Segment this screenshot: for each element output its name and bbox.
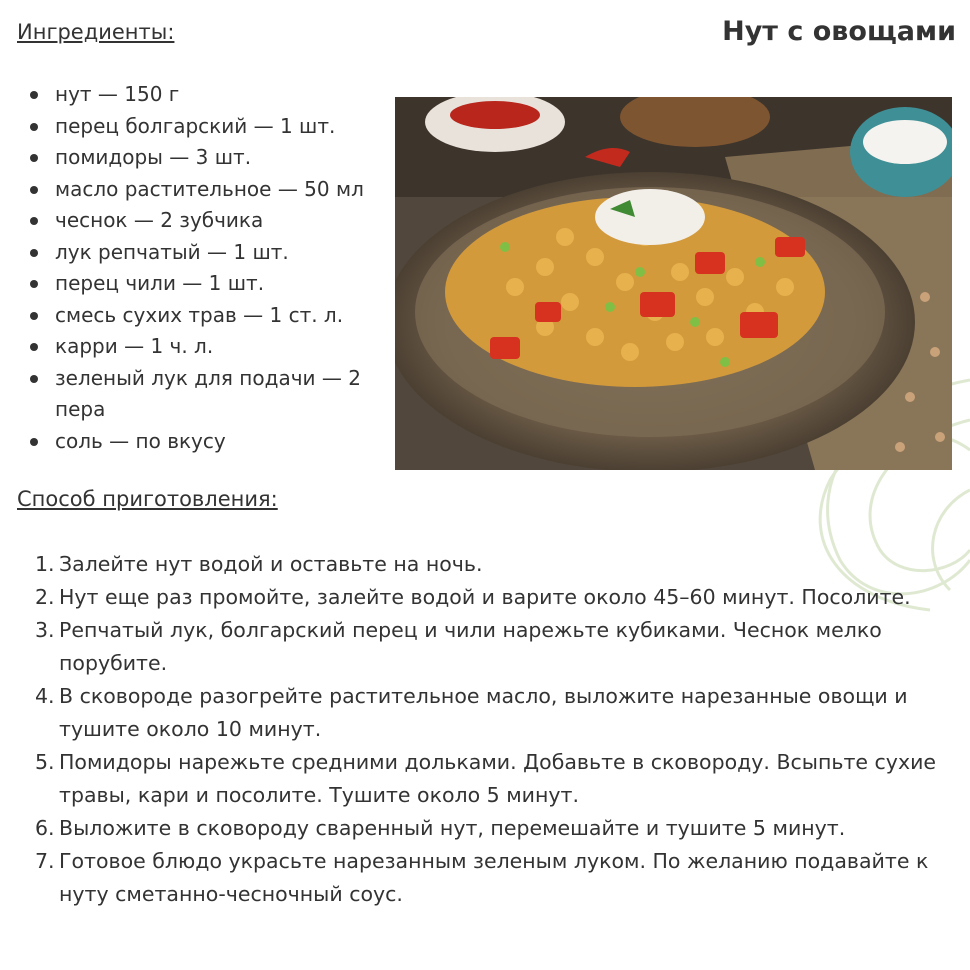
- recipe-title: Нут с овощами: [722, 16, 956, 47]
- step-text: Готовое блюдо украсьте нарезанным зеленым луком. По желанию подавайте к нуту сметанно-чесночный соус.: [59, 849, 929, 906]
- dish-photo: [395, 97, 952, 470]
- method-step: [35, 680, 960, 746]
- method-step: [35, 614, 960, 680]
- step-number: 1.: [35, 552, 55, 576]
- method-title: Способ приготовления:: [17, 487, 278, 511]
- method-step: [35, 812, 960, 845]
- method-steps-list: [35, 548, 960, 911]
- method-step: [35, 548, 960, 581]
- step-text: Репчатый лук, болгарский перец и чили нарежьте кубиками. Чеснок мелко порубите.: [59, 618, 882, 675]
- step-number: 5.: [35, 750, 55, 774]
- ingredient-item: нут — 150 г: [30, 79, 385, 111]
- step-text: Выложите в сковороду сваренный нут, перемешайте и тушите 5 минут.: [59, 816, 846, 840]
- ingredient-item: перец чили — 1 шт.: [30, 268, 385, 300]
- step-number: 7.: [35, 849, 55, 873]
- method-step: [35, 581, 960, 614]
- ingredients-list: [30, 79, 385, 457]
- step-text: В сковороде разогрейте растительное масло, выложите нарезанные овощи и тушите около 10 минут.: [59, 684, 908, 741]
- step-number: 6.: [35, 816, 55, 840]
- ingredient-item: чеснок — 2 зубчика: [30, 205, 385, 237]
- method-step: [35, 845, 960, 911]
- step-text: Помидоры нарежьте средними дольками. Добавьте в сковороду. Всыпьте сухие травы, кари и посолите. Тушите около 5 минут.: [59, 750, 937, 807]
- step-text: Нут еще раз промойте, залейте водой и варите около 45–60 минут. Посолите.: [59, 585, 911, 609]
- ingredient-item: масло растительное — 50 мл: [30, 174, 385, 206]
- ingredient-item: смесь сухих трав — 1 ст. л.: [30, 300, 385, 332]
- method-step: [35, 746, 960, 812]
- step-number: 3.: [35, 618, 55, 642]
- ingredient-item: соль — по вкусу: [30, 426, 385, 458]
- step-number: 2.: [35, 585, 55, 609]
- ingredient-item: перец болгарский — 1 шт.: [30, 111, 385, 143]
- ingredients-title: Ингредиенты:: [17, 20, 175, 44]
- step-number: 4.: [35, 684, 55, 708]
- ingredient-item: лук репчатый — 1 шт.: [30, 237, 385, 269]
- step-text: Залейте нут водой и оставьте на ночь.: [59, 552, 483, 576]
- ingredient-item: помидоры — 3 шт.: [30, 142, 385, 174]
- ingredient-item: зеленый лук для подачи — 2 пера: [30, 363, 385, 426]
- ingredient-item: карри — 1 ч. л.: [30, 331, 385, 363]
